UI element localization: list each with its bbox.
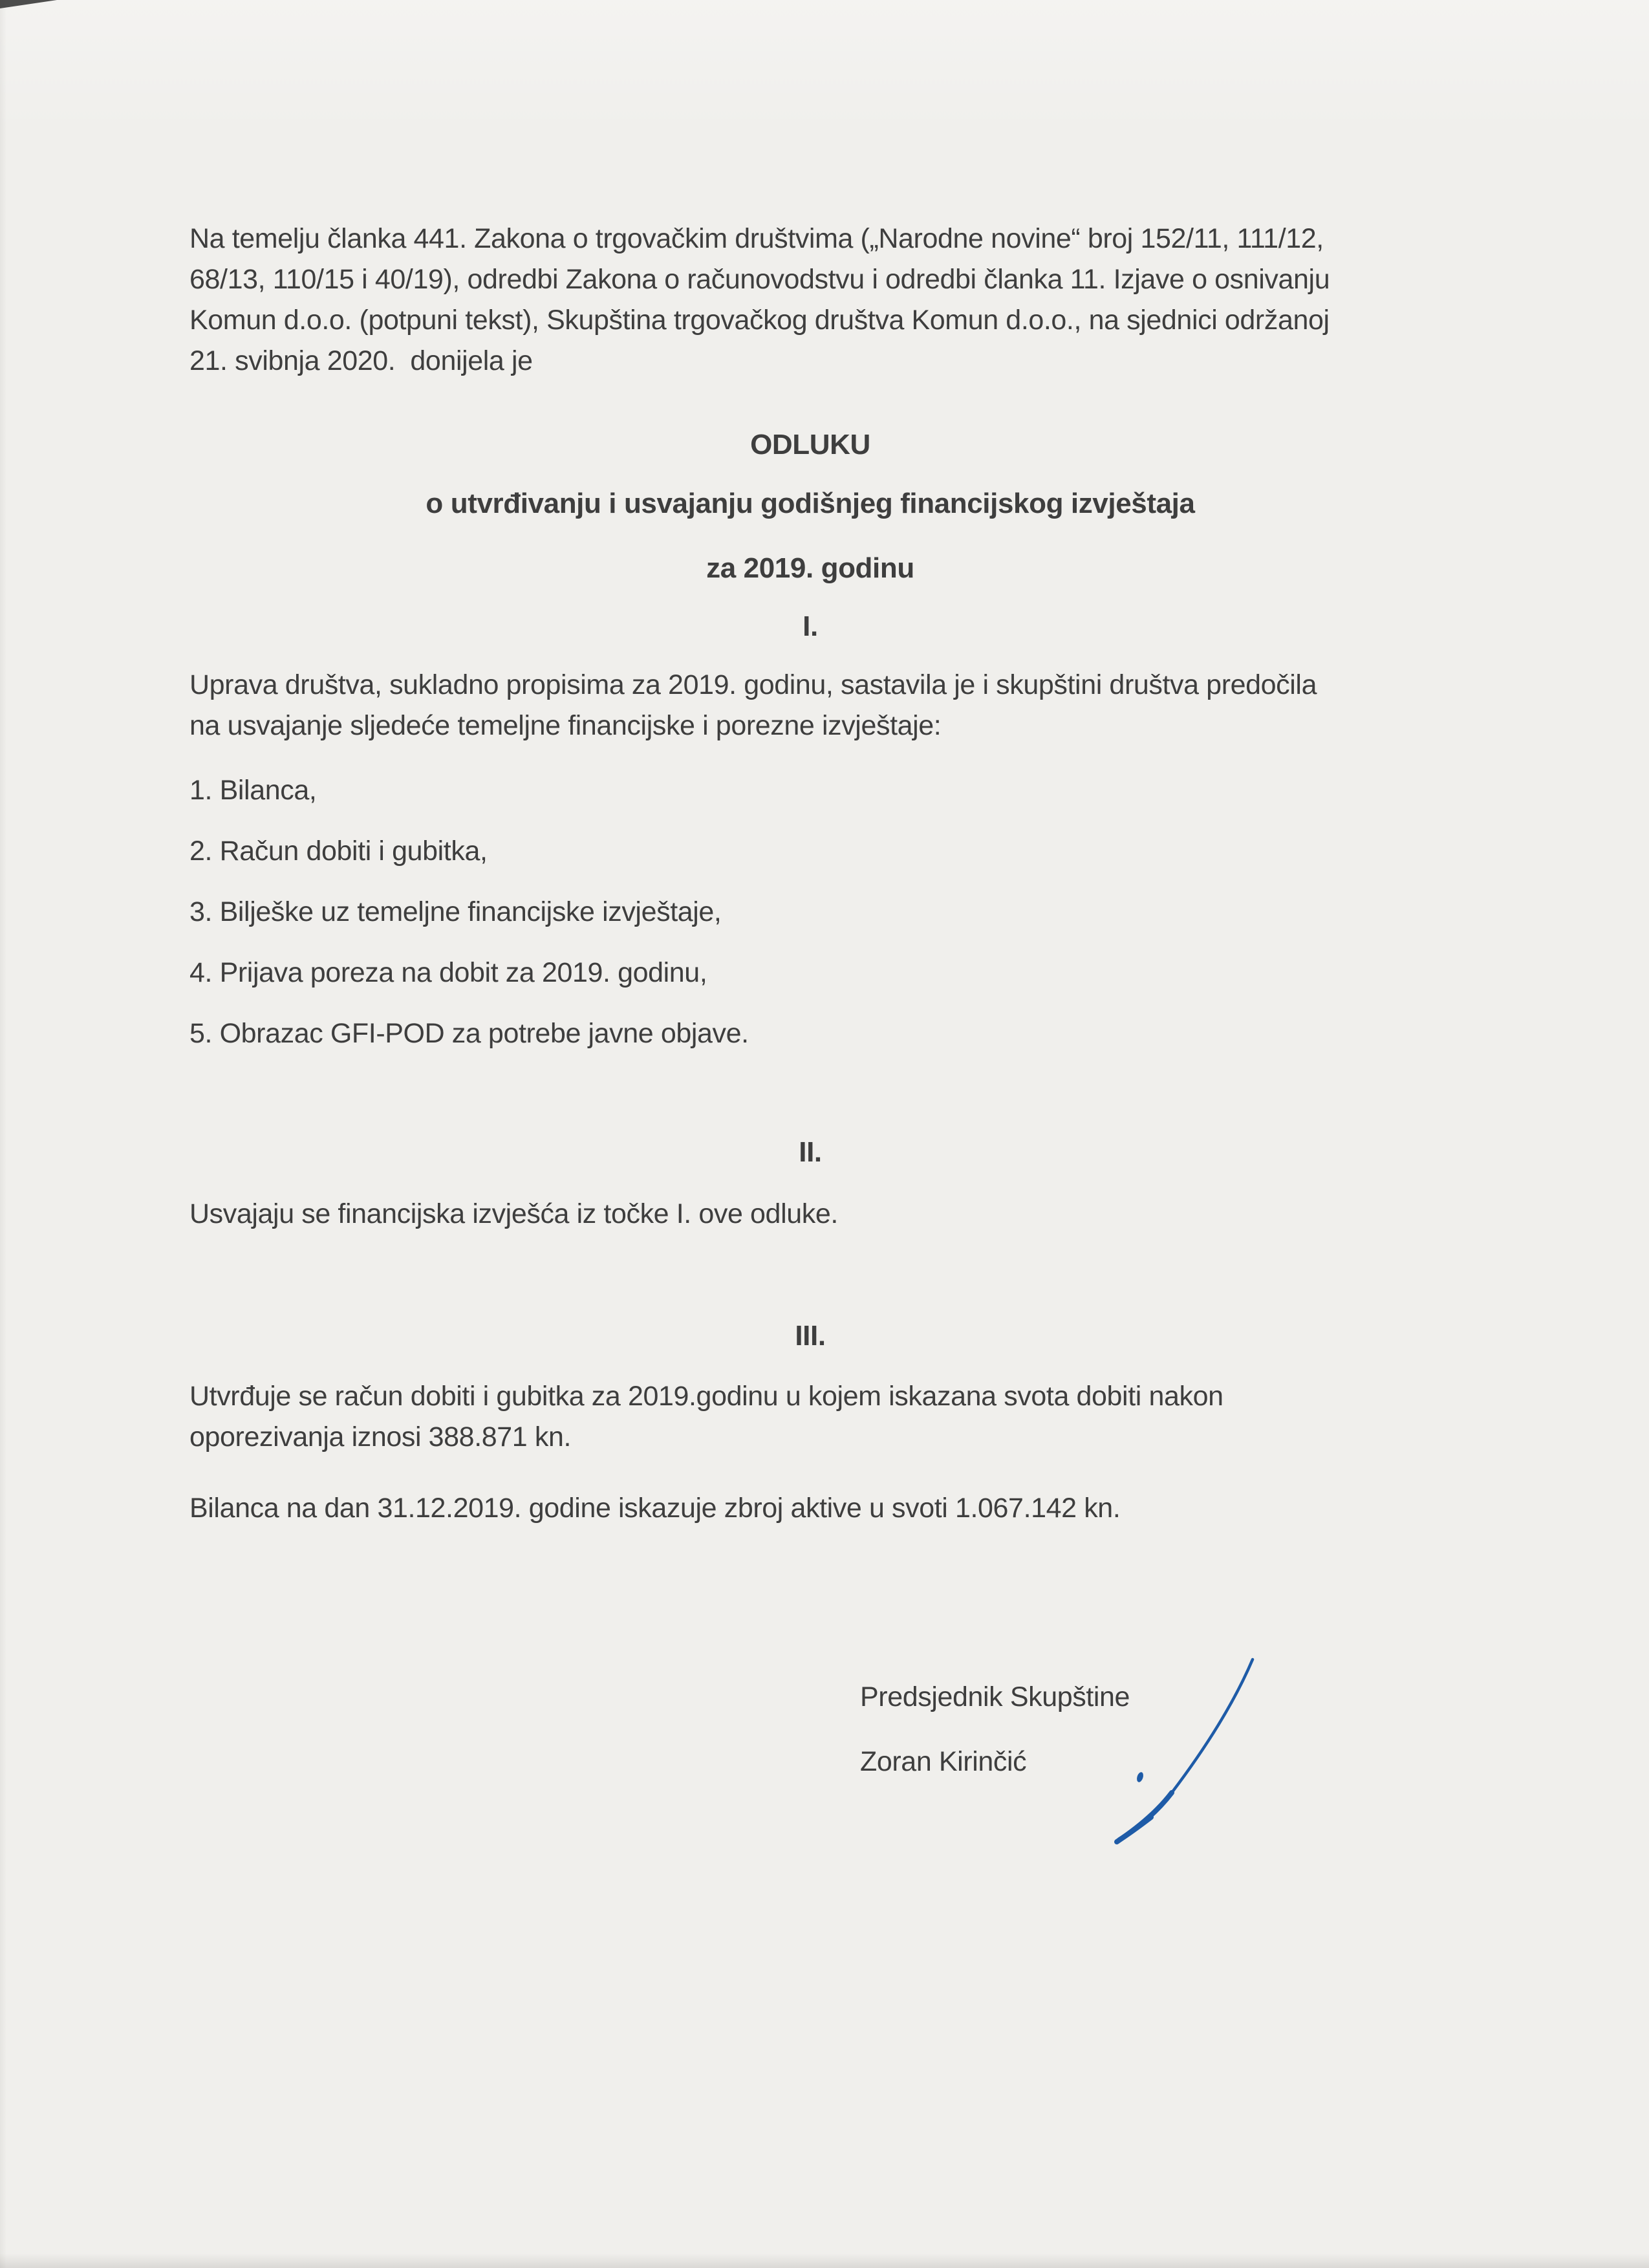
section-3-heading: III.	[795, 1320, 826, 1352]
signature-ink-dot	[1136, 1771, 1145, 1783]
signature-main-stroke	[1117, 1659, 1253, 1841]
intro-line-1: Na temelju članka 441. Zakona o trgovačkim društvima („Narodne novine“ broj 152/11, 111/12,	[189, 223, 1324, 254]
section-3-paragraph	[189, 1376, 1223, 1458]
section-1-line-2: na usvajanje sljedeće temeljne financijske i porezne izvještaje:	[189, 710, 942, 741]
decision-period: za 2019. godinu	[706, 552, 914, 584]
scan-left-edge-shadow	[0, 0, 6, 2268]
section-1-paragraph	[189, 665, 1317, 746]
report-list	[189, 770, 749, 1074]
list-item-prijava-poreza: 4. Prijava poreza na dobit za 2019. godinu,	[189, 957, 707, 988]
list-item-biljeske: 3. Bilješke uz temeljne financijske izvještaje,	[189, 896, 722, 927]
list-item-obrazac-gfi-pod: 5. Obrazac GFI-POD za potrebe javne objave.	[189, 1018, 749, 1049]
scan-bottom-edge-shadow	[0, 2254, 1649, 2268]
decision-title: ODLUKU	[750, 429, 870, 460]
signatory-name: Zoran Kirinčić	[860, 1746, 1027, 1777]
handwritten-signature	[1009, 1617, 1319, 1888]
intro-line-2: 68/13, 110/15 i 40/19), odredbi Zakona o računovodstvu i odredbi članka 11. Izjave o osnivanju	[189, 264, 1330, 295]
section-3-line-1: Utvrđuje se račun dobiti i gubitka za 2019.godinu u kojem iskazana svota dobiti nakon	[189, 1381, 1223, 1412]
section-3-line-2: oporezivanja iznosi 388.871 kn.	[189, 1421, 571, 1453]
signature-hook-stroke	[1119, 1817, 1151, 1840]
list-item-bilanca: 1. Bilanca,	[189, 775, 317, 806]
section-1-line-1: Uprava društva, sukladno propisima za 2019. godinu, sastavila je i skupštini društva predočila	[189, 669, 1317, 700]
intro-paragraph	[189, 219, 1330, 382]
intro-line-4: 21. svibnja 2020. donijela je	[189, 345, 533, 376]
section-2-paragraph: Usvajaju se financijska izvješća iz točke I. ove odluke.	[189, 1198, 838, 1229]
section-2-heading: II.	[799, 1136, 822, 1168]
section-1-heading: I.	[803, 610, 818, 642]
intro-line-3: Komun d.o.o. (potpuni tekst), Skupština trgovačkog društva Komun d.o.o., na sjednici održanoj	[189, 305, 1330, 336]
list-item-racun-dobiti: 2. Račun dobiti i gubitka,	[189, 836, 488, 867]
balance-statement: Bilanca na dan 31.12.2019. godine iskazuje zbroj aktive u svoti 1.067.142 kn.	[189, 1493, 1121, 1524]
signatory-title: Predsjednik Skupštine	[860, 1681, 1130, 1712]
decision-subtitle: o utvrđivanju i usvajanju godišnjeg financijskog izvještaja	[426, 488, 1195, 519]
scan-corner-artifact	[0, 0, 57, 8]
